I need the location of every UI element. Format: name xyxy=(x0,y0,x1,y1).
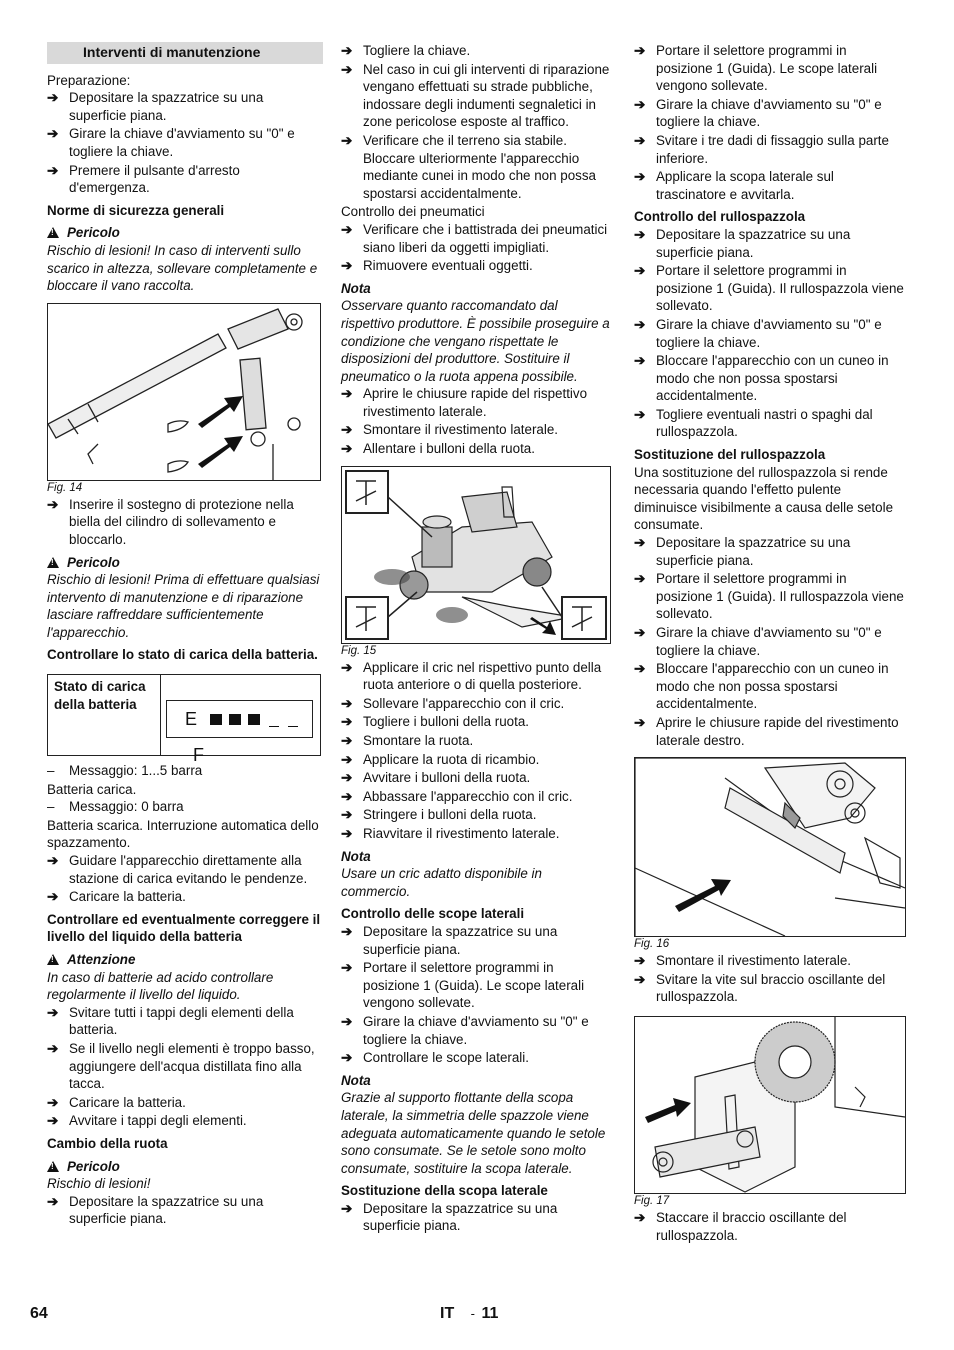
battery-steps xyxy=(47,852,323,906)
list-item: ➔ Bloccare l'apparecchio con un cuneo in modo che non possa spostarsi accidentalmente. xyxy=(634,353,889,404)
arrow-right-icon: ➔ xyxy=(341,422,353,438)
list-item: ➔ Se il livello negli elementi è troppo basso, aggiungere dell'acqua distillata fino alla tacca. xyxy=(47,1040,315,1092)
bar-3 xyxy=(248,714,260,725)
list-item: ➔ Abbassare l'apparecchio con il cric. xyxy=(341,788,573,804)
list-item: ➔ Nel caso in cui gli interventi di riparazione vengano effettuati su strade pubbliche, indossare degli indumenti segnaletici in zone pericolose esposte al traffico. xyxy=(341,61,610,130)
warning-icon xyxy=(47,557,59,568)
attention-label: !Attenzione xyxy=(47,951,323,969)
figure-17 xyxy=(634,1016,906,1194)
steps-a xyxy=(341,42,613,202)
list-item: ➔ Applicare il cric nel rispettivo punto della ruota anteriore o di quella posteriore. xyxy=(341,659,602,693)
arrow-right-icon: ➔ xyxy=(634,43,646,58)
arrow-right-icon: ➔ xyxy=(634,714,646,730)
arrow-right-icon: ➔ xyxy=(634,132,646,148)
list-item: ➔ Aprire le chiusure rapide del rivestimento laterale destro. xyxy=(634,714,899,748)
danger-text: Rischio di lesioni! In caso di interventi sullo scarico in altezza, sollevare completamente e bloccare il vano raccolta. xyxy=(47,242,318,294)
arrow-right-icon: ➔ xyxy=(341,788,353,804)
arrow-right-icon: ➔ xyxy=(47,1113,59,1129)
list-item: ➔ Depositare la spazzatrice su una superficie piana. xyxy=(634,535,851,568)
list-item: ➔ Depositare la spazzatrice su una superficie piana. xyxy=(634,226,851,260)
arrow-right-icon: ➔ xyxy=(47,126,59,142)
nota1-text: Osservare quanto raccomandato dal rispettivo produttore. È possibile proseguire a condizione che vengano rispettate le disposizioni del produttore. Sostituire il pneumatico o la ruota appena possibile. xyxy=(341,298,610,384)
list-item: ➔ Svitare i tre dadi di fissaggio sulla parte inferiore. xyxy=(634,132,889,166)
list-item: ➔ Bloccare l'apparecchio con un cuneo in modo che non possa spostarsi accidentalmente. xyxy=(634,661,889,712)
danger2-text: Rischio di lesioni! Prima di effettuare qualsiasi intervento di manutenzione e di riparazione lasciare raffreddare sufficientemente l'apparecchio. xyxy=(47,572,320,640)
arrow-right-icon: ➔ xyxy=(341,807,353,823)
discharged-text: Batteria scarica. Interruzione automatica dello spazzamento. xyxy=(47,817,319,851)
steps-a3 xyxy=(634,42,906,203)
figure-17-caption: Fig. 17 xyxy=(634,1194,670,1207)
arrow-right-icon: ➔ xyxy=(341,695,353,711)
battery-display xyxy=(166,700,313,766)
arrow-right-icon: ➔ xyxy=(634,1209,646,1225)
steps-d3 xyxy=(634,952,906,1006)
arrow-right-icon: ➔ xyxy=(341,132,353,148)
list-item: ➔ Girare la chiave d'avviamento su "0" e togliere la chiave. xyxy=(634,625,882,658)
list-item: ➔ Aprire le chiusure rapide del rispettivo rivestimento laterale. xyxy=(341,386,588,419)
arrow-right-icon: ➔ xyxy=(341,733,353,749)
list-item: ➔ Girare la chiave d'avviamento su "0" e togliere la chiave. xyxy=(47,126,295,159)
bar-1 xyxy=(210,714,222,725)
list-item: ➔ Smontare la ruota. xyxy=(341,733,474,749)
replace-roller-title: Sostituzione del rullospazzola xyxy=(634,447,826,463)
arrow-right-icon: ➔ xyxy=(341,714,353,730)
safety-title: Norme di sicurezza generali xyxy=(47,202,225,218)
list-item: ➔ Caricare la batteria. xyxy=(47,1094,186,1110)
wheel-steps xyxy=(47,1193,323,1228)
section-header: Interventi di manutenzione xyxy=(47,42,323,64)
arrow-right-icon: ➔ xyxy=(634,316,646,332)
list-item: ➔ Togliere i bulloni della ruota. xyxy=(341,714,529,730)
column-1 xyxy=(47,42,323,1229)
figure-14-caption: Fig. 14 xyxy=(47,481,83,494)
msg2: – Messaggio: 0 barra xyxy=(47,799,184,815)
footer-lang: IT - 11 xyxy=(440,1305,499,1322)
list-item: ➔ Allentare i bulloni della ruota. xyxy=(341,441,535,457)
figure-15 xyxy=(341,466,611,644)
arrow-right-icon: ➔ xyxy=(341,923,353,939)
battery-title: Controllare lo stato di carica della batteria. xyxy=(47,647,318,663)
arrow-right-icon: ➔ xyxy=(47,1193,59,1209)
arrow-right-icon: ➔ xyxy=(634,661,646,677)
arrow-right-icon: ➔ xyxy=(341,1013,353,1029)
steps-f xyxy=(341,1200,613,1235)
column-2 xyxy=(341,42,613,1236)
list-item: ➔ Caricare la batteria. xyxy=(47,889,186,905)
arrow-right-icon: ➔ xyxy=(634,263,646,279)
nota1-label: Nota xyxy=(341,280,371,296)
list-item: ➔ Portare il selettore programmi in posizione 1 (Guida). Le scope laterali vengono sollevate. xyxy=(634,43,878,94)
warning-icon xyxy=(47,954,59,965)
list-item: ➔ Avvitare i bulloni della ruota. xyxy=(341,770,531,786)
arrow-right-icon: ➔ xyxy=(634,406,646,422)
nota2-label: Nota xyxy=(341,848,371,864)
list-item: ➔ Smontare il rivestimento laterale. xyxy=(341,422,558,438)
list-item: ➔ Portare il selettore programmi in posizione 1 (Guida). Le scope laterali vengono sollevate. xyxy=(341,960,585,1011)
arrow-right-icon: ➔ xyxy=(634,953,646,969)
arrow-right-icon: ➔ xyxy=(47,1004,59,1020)
fluid-title: Controllare ed eventualmente correggere il livello del liquido della batteria xyxy=(47,911,321,945)
arrow-right-icon: ➔ xyxy=(634,571,646,587)
figure-16 xyxy=(634,757,906,937)
arrow-right-icon: ➔ xyxy=(341,960,353,976)
bar-2 xyxy=(229,714,241,725)
arrow-right-icon: ➔ xyxy=(634,971,646,987)
list-item: ➔ Portare il selettore programmi in posizione 1 (Guida). Il rullospazzola viene sollevato. xyxy=(634,571,904,622)
list-item: ➔ Applicare la scopa laterale sul trascinatore e avvitarla. xyxy=(634,169,834,202)
arrow-right-icon: ➔ xyxy=(341,826,353,841)
charged-text: Batteria carica. xyxy=(47,781,137,797)
replace-brush-title: Sostituzione della scopa laterale xyxy=(341,1183,548,1199)
warning-icon xyxy=(47,1161,59,1172)
list-item: ➔ Depositare la spazzatrice su una superficie piana. xyxy=(47,90,264,123)
steps-d xyxy=(341,659,613,843)
steps-e3 xyxy=(634,1209,906,1244)
figure-14 xyxy=(47,303,321,481)
list-item: ➔ Verificare che il terreno sia stabile. Bloccare ulteriormente l'apparecchio mediante cunei in modo che non possa spostarsi accidentalmente. xyxy=(341,132,597,201)
list-item: ➔ Girare la chiave d'avviamento su "0" e togliere la chiave. xyxy=(634,316,882,350)
list-item: ➔ Togliere eventuali nastri o spaghi dal rullospazzola. xyxy=(634,406,873,440)
tyre-label: Controllo dei pneumatici xyxy=(341,204,485,220)
danger-label: !Pericolo xyxy=(47,224,323,242)
steps-b3 xyxy=(634,226,906,441)
list-item: ➔ Rimuovere eventuali oggetti. xyxy=(341,258,533,274)
list-item: ➔ Depositare la spazzatrice su una superficie piana. xyxy=(341,1200,558,1234)
arrow-right-icon: ➔ xyxy=(47,90,59,106)
list-item: ➔ Guidare l'apparecchio direttamente alla stazione di carica evitando le pendenze. xyxy=(47,853,308,886)
danger2-label: !Pericolo xyxy=(47,554,323,572)
fig14-step: ➔ Inserire il sostegno di protezione nella biella del cilindro di sollevamento e bloccarlo. xyxy=(47,496,294,547)
column-3 xyxy=(634,42,906,1245)
arrow-right-icon: ➔ xyxy=(47,889,59,905)
prep-label: Preparazione: xyxy=(47,72,131,88)
battery-table xyxy=(47,674,321,766)
steps-b xyxy=(341,221,613,275)
roller-title: Controllo del rullospazzola xyxy=(634,209,806,225)
list-item: ➔ Depositare la spazzatrice su una superficie piana. xyxy=(341,923,558,957)
list-item: ➔ Riavvitare il rivestimento laterale. xyxy=(341,826,560,841)
arrow-right-icon: ➔ xyxy=(634,353,646,369)
list-item: ➔ Depositare la spazzatrice su una superficie piana. xyxy=(47,1193,264,1227)
list-item: ➔ Premere il pulsante d'arresto d'emergenza. xyxy=(47,162,240,196)
steps-c3 xyxy=(634,534,906,749)
arrow-right-icon: ➔ xyxy=(47,853,59,869)
arrow-right-icon: ➔ xyxy=(341,221,353,237)
arrow-right-icon: ➔ xyxy=(341,258,353,274)
display-f: F xyxy=(193,745,204,766)
arrow-right-icon: ➔ xyxy=(341,659,353,675)
list-item: ➔ Controllare le scope laterali. xyxy=(341,1050,529,1066)
list-item: ➔ Applicare la ruota di ricambio. xyxy=(341,751,540,767)
arrow-right-icon: ➔ xyxy=(634,625,646,640)
bar-4 xyxy=(269,726,279,727)
msg1: – Messaggio: 1...5 barra xyxy=(47,763,203,779)
list-item: ➔ Svitare tutti i tappi degli elementi della batteria. xyxy=(47,1004,294,1038)
warning-icon xyxy=(47,227,59,238)
prep-steps xyxy=(47,89,323,197)
battery-display-cell xyxy=(161,675,321,766)
display-e: E xyxy=(185,709,198,730)
list-item: ➔ Smontare il rivestimento laterale. xyxy=(634,953,851,969)
nota3-text: Grazie al supporto flottante della scopa laterale, la simmetria delle spazzole viene adeguata automaticamente quando le setole sono consumate. Se le setole sono molto consumate, sostituire la scopa laterale. xyxy=(341,1090,606,1176)
danger3-label: !Pericolo xyxy=(47,1158,323,1176)
arrow-right-icon: ➔ xyxy=(47,1040,59,1056)
list-item: ➔ Avvitare i tappi degli elementi. xyxy=(47,1113,247,1129)
fluid-steps xyxy=(47,1004,323,1130)
bar-5 xyxy=(288,726,298,727)
list-item: ➔ Verificare che i battistrada dei pneumatici siano liberi da oggetti impigliati. xyxy=(341,221,608,255)
arrow-right-icon: ➔ xyxy=(634,169,646,185)
list-item: ➔ Portare il selettore programmi in posizione 1 (Guida). Il rullospazzola viene sollevato. xyxy=(634,263,904,314)
brush-title: Controllo delle scope laterali xyxy=(341,906,525,922)
arrow-right-icon: ➔ xyxy=(341,61,353,77)
arrow-right-icon: ➔ xyxy=(341,43,353,58)
battery-table-label: Stato di carica della batteria xyxy=(48,675,161,756)
list-item: ➔ Togliere la chiave. xyxy=(341,43,471,58)
arrow-right-icon: ➔ xyxy=(634,96,646,112)
figure-16-caption: Fig. 16 xyxy=(634,938,670,951)
arrow-right-icon: ➔ xyxy=(341,770,353,786)
arrow-right-icon: ➔ xyxy=(341,1050,353,1066)
arrow-right-icon: ➔ xyxy=(341,1200,353,1216)
arrow-right-icon: ➔ xyxy=(341,386,353,402)
danger3-text: Rischio di lesioni! xyxy=(47,1176,151,1192)
arrow-right-icon: ➔ xyxy=(341,441,353,457)
attention-text: In caso di batterie ad acido controllare regolarmente il livello del liquido. xyxy=(47,969,274,1003)
nota3-label: Nota xyxy=(341,1072,371,1088)
arrow-right-icon: ➔ xyxy=(634,226,646,242)
replace-roller-text: Una sostituzione del rullospazzola si rende necessaria quando l'effetto pulente diminuisce visibilmente a causa delle setole consumate. xyxy=(634,464,894,533)
arrow-right-icon: ➔ xyxy=(47,162,59,178)
steps-c xyxy=(341,385,613,457)
figure-15-caption: Fig. 15 xyxy=(341,644,377,657)
list-item: ➔ Svitare la vite sul braccio oscillante del rullospazzola. xyxy=(634,971,886,1005)
wheel-title: Cambio della ruota xyxy=(47,1135,168,1151)
list-item: ➔ Girare la chiave d'avviamento su "0" e togliere la chiave. xyxy=(341,1013,589,1047)
nota2-text: Usare un cric adatto disponibile in commercio. xyxy=(341,866,542,899)
arrow-right-icon: ➔ xyxy=(47,1094,59,1110)
list-item: ➔ Sollevare l'apparecchio con il cric. xyxy=(341,695,565,711)
list-item: ➔ Girare la chiave d'avviamento su "0" e togliere la chiave. xyxy=(634,96,882,130)
list-item: ➔ Stringere i bulloni della ruota. xyxy=(341,807,537,823)
page-number: 64 xyxy=(30,1305,48,1322)
arrow-right-icon: ➔ xyxy=(47,496,59,512)
steps-e xyxy=(341,923,613,1067)
arrow-right-icon: ➔ xyxy=(341,751,353,767)
list-item: ➔ Staccare il braccio oscillante del rullospazzola. xyxy=(634,1209,847,1243)
arrow-right-icon: ➔ xyxy=(634,535,646,551)
